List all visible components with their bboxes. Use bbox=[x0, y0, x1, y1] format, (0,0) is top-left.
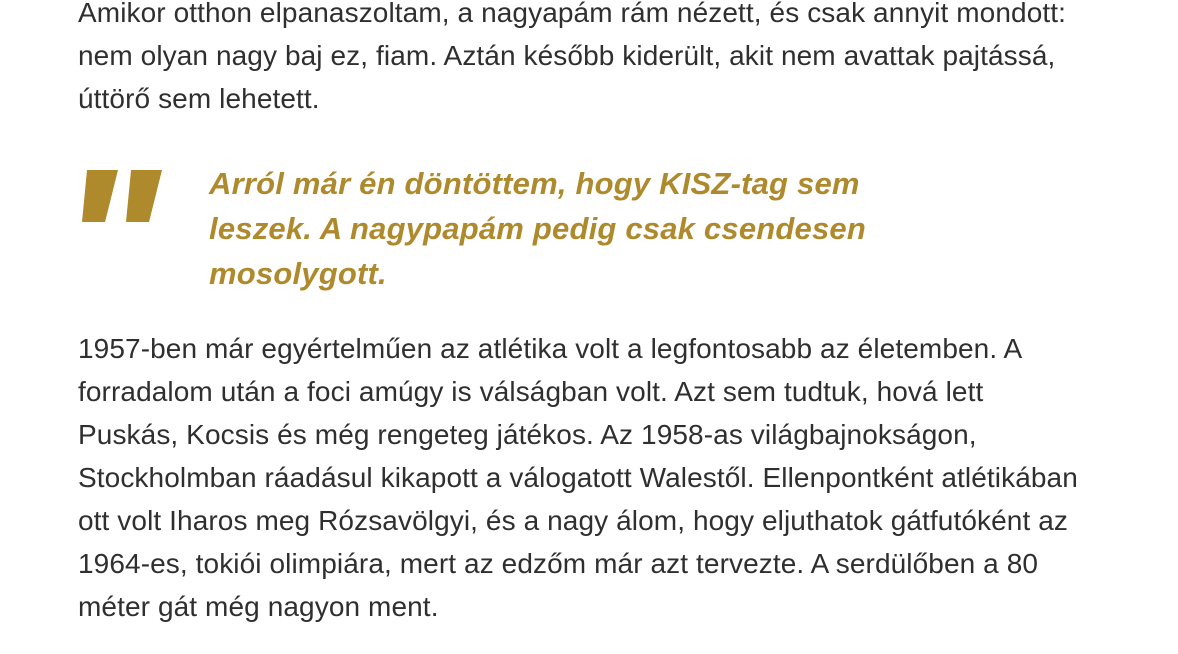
article-body bbox=[78, 0, 1088, 628]
quote-mark-icon bbox=[82, 170, 162, 222]
quote-stroke-icon bbox=[82, 170, 118, 222]
paragraph-athletics: 1957-ben már egyértelműen az atlétika volt a legfontosabb az életemben. A forradalom után a foci amúgy is válságban volt. Azt sem tudtuk, hová lett Puskás, Kocsis és még rengeteg játékos. Az 1958-as világbajnokságon, Stockholmban ráadásul kikapott a válogatott Walestől. Ellenpontként atlétikában ott volt Iharos meg Rózsavölgyi, és a nagy álom, hogy eljuthatok gátfutóként az 1964-es, tokiói olimpiára, mert az edzőm már azt tervezte. A serdülőben a 80 méter gát még nagyon ment. bbox=[78, 333, 1078, 622]
pullquote bbox=[82, 161, 1088, 296]
pullquote-line: Arról már én döntöttem, hogy KISZ-tag sem bbox=[209, 166, 860, 201]
paragraph-grandfather: Amikor otthon elpanaszoltam, a nagyapám rám nézett, és csak annyit mondott: nem olyan nagy baj ez, fiam. Aztán később kiderült, akit nem avattak pajtássá, úttörő sem lehetett. bbox=[78, 0, 1067, 114]
pullquote-line: mosolygott. bbox=[209, 256, 387, 291]
quote-stroke-icon bbox=[126, 170, 162, 222]
pullquote-line: leszek. A nagypapám pedig csak csendesen bbox=[209, 211, 866, 246]
pullquote-text bbox=[209, 161, 866, 296]
